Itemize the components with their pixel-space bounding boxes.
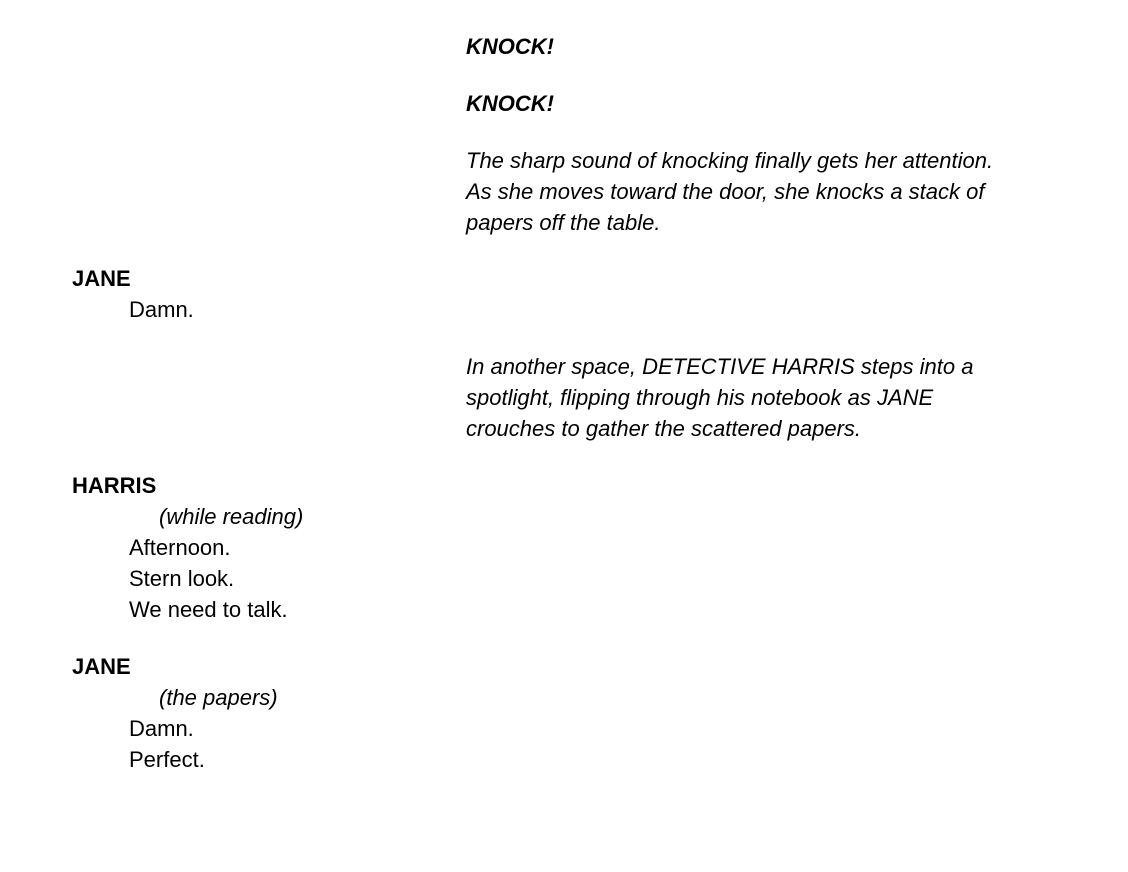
sound-effect: KNOCK!	[466, 91, 554, 116]
dialogue-line: Perfect.	[129, 747, 205, 772]
stage-direction-line: As she moves toward the door, she knocks a stack of	[466, 179, 985, 204]
stage-direction-line: papers off the table.	[466, 210, 661, 235]
stage-direction-line: In another space, DETECTIVE HARRIS steps into a	[466, 354, 974, 379]
stage-direction-line: The sharp sound of knocking finally gets her attention.	[466, 148, 994, 173]
character-name: JANE	[72, 654, 131, 679]
parenthetical: (the papers)	[159, 685, 278, 710]
dialogue-line: Stern look.	[129, 566, 235, 591]
stage-direction-line: spotlight, flipping through his notebook as JANE	[466, 385, 934, 410]
dialogue-line: We need to talk.	[129, 597, 288, 622]
sound-effect: KNOCK!	[466, 34, 554, 59]
dialogue-line: Damn.	[129, 716, 194, 741]
stage-direction	[466, 351, 973, 444]
dialogue-line: Damn.	[129, 297, 194, 322]
stage-direction	[466, 145, 993, 238]
character-name: JANE	[72, 266, 131, 291]
parenthetical: (while reading)	[159, 504, 304, 529]
stage-direction-line: crouches to gather the scattered papers.	[466, 416, 862, 441]
dialogue-line: Afternoon.	[129, 535, 231, 560]
character-name: HARRIS	[72, 473, 157, 498]
